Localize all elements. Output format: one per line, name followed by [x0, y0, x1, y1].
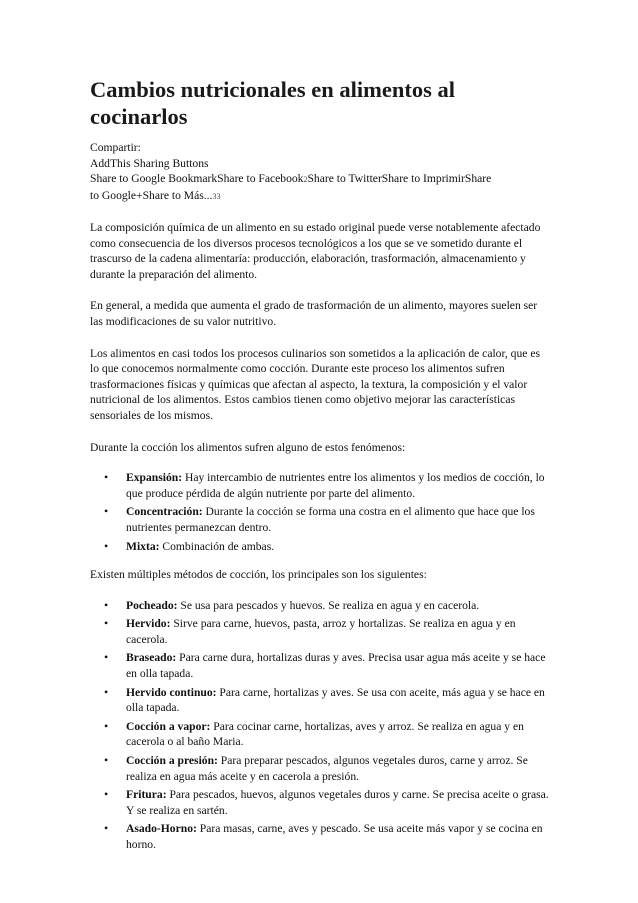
- share-line-1: [90, 171, 550, 188]
- list-item: [126, 719, 550, 750]
- list-item: [126, 470, 550, 501]
- share-label: Compartir:: [90, 141, 141, 154]
- description: Para cocinar carne, hortalizas, aves y arroz. Se realiza en agua y en cacerola o al baño Maria.: [126, 719, 524, 749]
- methods-list: [90, 598, 550, 853]
- share-buttons-label: AddThis Sharing Buttons: [90, 156, 209, 170]
- term: Mixta:: [126, 539, 160, 553]
- share-links-b[interactable]: Share to TwitterShare to ImprimirShare: [307, 172, 492, 185]
- list-item: [126, 685, 550, 716]
- term: Fritura:: [126, 788, 167, 802]
- term: Pocheado:: [126, 598, 178, 612]
- paragraph-intro: La composición química de un alimento en su estado original puede verse notablemente afectado como consecuencia de los diversos procesos tecnológicos a los que se ve sometido durante el trascurso de la cadena alimentaría: producción, elaboración, trasformación, almacenamiento y durante la preparación del alimento.: [90, 221, 541, 281]
- term: Cocción a vapor:: [126, 719, 211, 733]
- list-item: [126, 787, 550, 818]
- term: Asado-Horno:: [126, 822, 197, 836]
- paragraph-methods-intro: Existen múltiples métodos de cocción, los principales son los siguientes:: [90, 568, 427, 582]
- list-item: [126, 753, 550, 784]
- share-links-c[interactable]: to Google+Share to Más...: [90, 188, 213, 202]
- paragraph-cooking: Los alimentos en casi todos los procesos culinarios son sometidos a la aplicación de calor, que es lo que conocemos normalmente como cocción. Durante este proceso los alimentos sufren trasformaciones físicas y químicas que afectan al aspecto, la textura, la composición y el valor nutricional de los alimentos. Estos cambios tienen como objetivo mejorar las características sensoriales de los mismos.: [90, 346, 540, 422]
- paragraph-phenomena-intro: Durante la cocción los alimentos sufren alguno de estos fenómenos:: [90, 440, 406, 454]
- description: Se usa para pescados y huevos. Se realiza en agua y en cacerola.: [177, 598, 480, 612]
- list-item: [126, 539, 550, 555]
- description: Combinación de ambas.: [159, 539, 275, 553]
- description: Para preparar pescados, algunos vegetales duros, carne y arroz. Se realiza en agua más aceite y en cacerola a presión.: [126, 754, 528, 783]
- share-block: [90, 140, 550, 204]
- share-line-2: [90, 188, 550, 205]
- term: Cocción a presión:: [126, 754, 218, 768]
- description: Para pescados, huevos, algunos vegetales duros y carne. Se precisa aceite o grasa. Y se realiza en sartén.: [126, 788, 549, 817]
- list-item: [126, 650, 550, 681]
- term: Concentración:: [126, 505, 203, 519]
- document-page: [90, 76, 550, 856]
- description: Para carne dura, hortalizas duras y aves. Precisa usar agua más aceite y se hace en olla tapada.: [126, 651, 546, 681]
- list-item: [126, 598, 550, 614]
- description: Para masas, carne, aves y pescado. Se usa aceite más vapor y se cocina en horno.: [126, 822, 543, 851]
- paragraph-general: En general, a medida que aumenta el grado de trasformación de un alimento, mayores suelen ser las modificaciones de su valor nutritivo.: [90, 299, 538, 328]
- phenomena-list: [90, 470, 550, 554]
- list-item: [126, 504, 550, 535]
- share-links-a[interactable]: Share to Google BookmarkShare to Facebook: [90, 172, 304, 185]
- description: Sirve para carne, huevos, pasta, arroz y hortalizas. Se realiza en agua y en cacerola.: [126, 617, 516, 646]
- page-title: Cambios nutricionales en alimentos al cocinarlos: [90, 77, 456, 129]
- list-item: [126, 616, 550, 647]
- term: Braseado:: [126, 651, 177, 665]
- term: Expansión:: [126, 471, 183, 485]
- share-count-more: 33: [212, 191, 221, 201]
- share-count-facebook: 2: [303, 175, 308, 184]
- term: Hervido:: [126, 617, 171, 631]
- description: Hay intercambio de nutrientes entre los alimentos y los medios de cocción, lo que produce pérdida de algún nutriente por parte del alimento.: [126, 471, 545, 500]
- description: Durante la cocción se forma una costra en el alimento que hace que los nutrientes permanezcan dentro.: [126, 505, 535, 534]
- list-item: [126, 821, 550, 852]
- term: Hervido continuo:: [126, 685, 217, 699]
- description: Para carne, hortalizas y aves. Se usa con aceite, más agua y se hace en olla tapada.: [126, 685, 545, 715]
